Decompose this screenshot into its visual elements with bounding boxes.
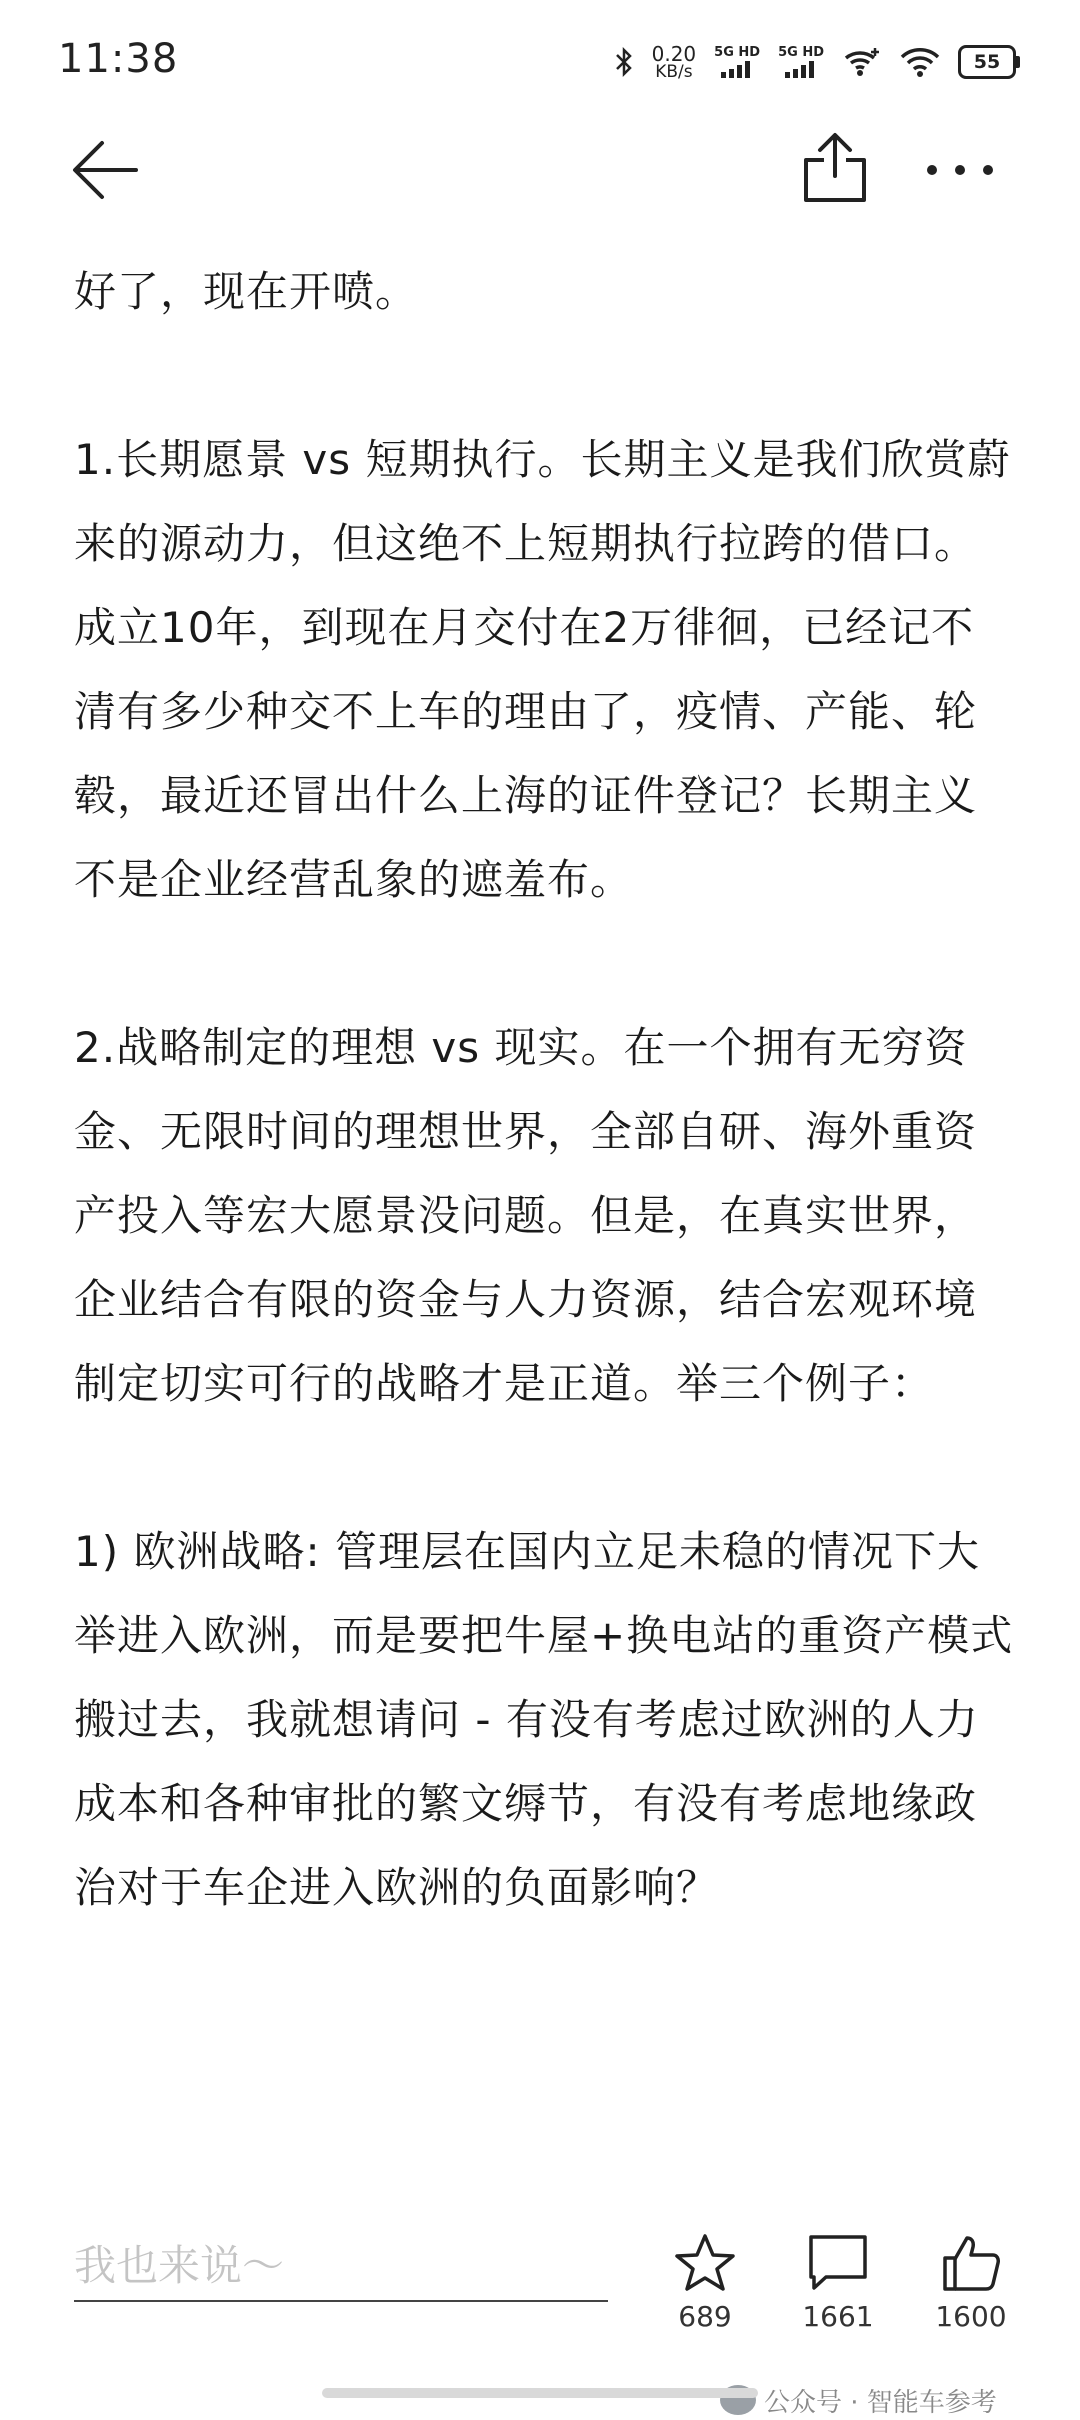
status-bar [0,0,1080,120]
status-icons [614,40,1020,84]
thumbs-up-count: 1600 [935,2300,1007,2333]
back-arrow-icon [70,135,140,205]
more-button[interactable] [920,140,1000,200]
net-speed-unit: KB/s [655,61,693,82]
comment-bubble-icon [806,2232,870,2294]
watermark-text: 公众号 · 智能车参考 [764,2387,997,2418]
wifi-icon [900,46,940,78]
battery-icon [958,45,1020,79]
back-button[interactable] [70,135,140,205]
signal-bars-icon [720,60,754,78]
article-body [74,250,1014,2014]
signal-2-label: 5G HD [778,45,824,60]
like-button[interactable] [650,2232,760,2333]
home-indicator[interactable] [322,2388,758,2398]
star-icon [673,2232,737,2294]
more-icon [920,140,1000,200]
status-time: 11:38 [58,36,179,82]
battery-level: 55 [958,45,1016,79]
thumbs-up-icon [939,2232,1003,2294]
bluetooth-icon [614,47,634,77]
net-speed [651,41,697,82]
article-paragraph: 1) 欧洲战略: 管理层在国内立足未稳的情况下大举进入欧洲，而是要把牛屋+换电站的重资产模式搬过去，我就想请问 - 有没有考虑过欧洲的人力成本和各种审批的繁文缛节，有没有考虑地缘政治对于车企进入欧洲的负面影响？ [74,1527,1014,1912]
signal-2 [778,46,824,78]
article-paragraph: 2.战略制定的理想 vs 现实。在一个拥有无穷资金、无限时间的理想世界，全部自研、海外重资产投入等宏大愿景没问题。但是，在真实世界，企业结合有限的资金与人力资源，结合宏观环境制定切实可行的战略才是正道。举三个例子： [74,1023,978,1408]
comment-count: 1661 [802,2300,874,2333]
article-paragraph: 1.长期愿景 vs 短期执行。长期主义是我们欣赏蔚来的源动力，但这绝不上短期执行拉跨的借口。成立10年，到现在月交付在2万徘徊，已经记不清有多少种交不上车的理由了，疫情、产能、轮毂，最近还冒出什么上海的证件登记？长期主义不是企业经营乱象的遮羞布。 [74,435,1011,904]
like-count: 689 [678,2300,732,2333]
net-speed-value: 0.20 [651,41,697,66]
comment-input[interactable] [74,2230,608,2302]
share-icon [800,130,870,206]
signal-1-label: 5G HD [714,45,761,60]
share-button[interactable] [800,130,870,206]
comment-button[interactable] [783,2232,893,2333]
signal-bars-icon [784,60,818,78]
watermark [720,2380,997,2420]
article-paragraph: 好了，现在开喷。 [74,267,419,316]
signal-1 [714,46,760,78]
wifi-plus-icon [842,46,882,78]
thumbs-up-button[interactable] [916,2232,1026,2333]
